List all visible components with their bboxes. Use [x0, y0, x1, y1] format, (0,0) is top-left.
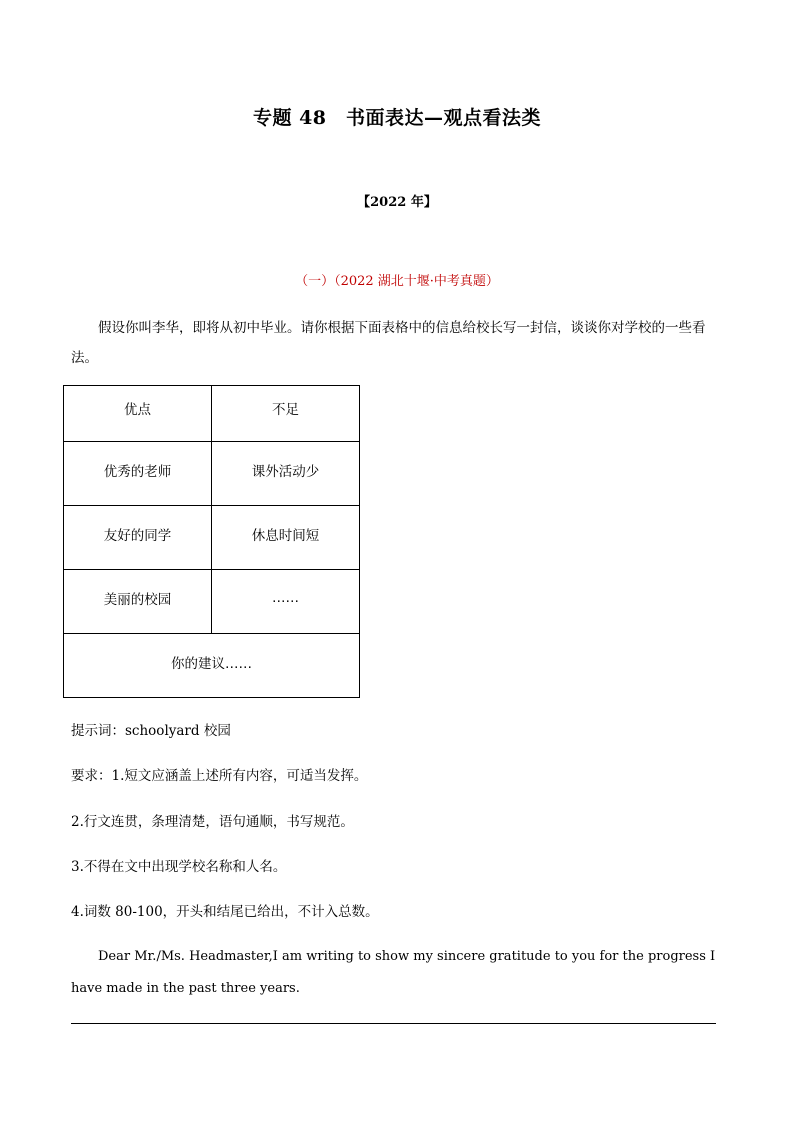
- requirement-2: 2.行文连贯，条理清楚，语句通顺，书写规范。: [71, 814, 354, 830]
- writing-prompt: 假设你叫李华，即将从初中毕业。请你根据下面表格中的信息给校长写一封信，谈谈你对学校的一些看法。: [71, 320, 706, 366]
- letter-opening: Dear Mr./Ms. Headmaster,I am writing to show my sincere gratitude to you for the progress I have made in the past three years.: [71, 949, 716, 996]
- header-shortcomings: 不足: [211, 386, 359, 442]
- answer-line[interactable]: [71, 1023, 716, 1024]
- table-cell: 课外活动少: [211, 442, 359, 506]
- question-source: （一）（2022 湖北十堰·中考真题）: [295, 274, 499, 289]
- suggestion-cell: 你的建议……: [64, 634, 360, 698]
- requirement-1: 要求：1.短文应涵盖上述所有内容，可适当发挥。: [71, 768, 368, 784]
- table-row: [64, 570, 360, 634]
- requirement-3: 3.不得在文中出现学校名称和人名。: [71, 859, 287, 875]
- table-cell: 休息时间短: [211, 506, 359, 570]
- table-cell: 美丽的校园: [64, 570, 212, 634]
- hint-text: 提示词：schoolyard 校园: [71, 723, 231, 739]
- info-table: [63, 385, 360, 698]
- table-footer-row: [64, 634, 360, 698]
- table-header-row: [64, 386, 360, 442]
- requirement-4: 4.词数 80-100，开头和结尾已给出，不计入总数。: [71, 904, 379, 920]
- table-row: [64, 506, 360, 570]
- header-advantages: 优点: [64, 386, 212, 442]
- table-cell: ……: [211, 570, 359, 634]
- year-heading: 【2022 年】: [357, 195, 437, 210]
- table-cell: 优秀的老师: [64, 442, 212, 506]
- table-row: [64, 442, 360, 506]
- page-title: 专题 48 书面表达—观点看法类: [252, 107, 542, 129]
- table-cell: 友好的同学: [64, 506, 212, 570]
